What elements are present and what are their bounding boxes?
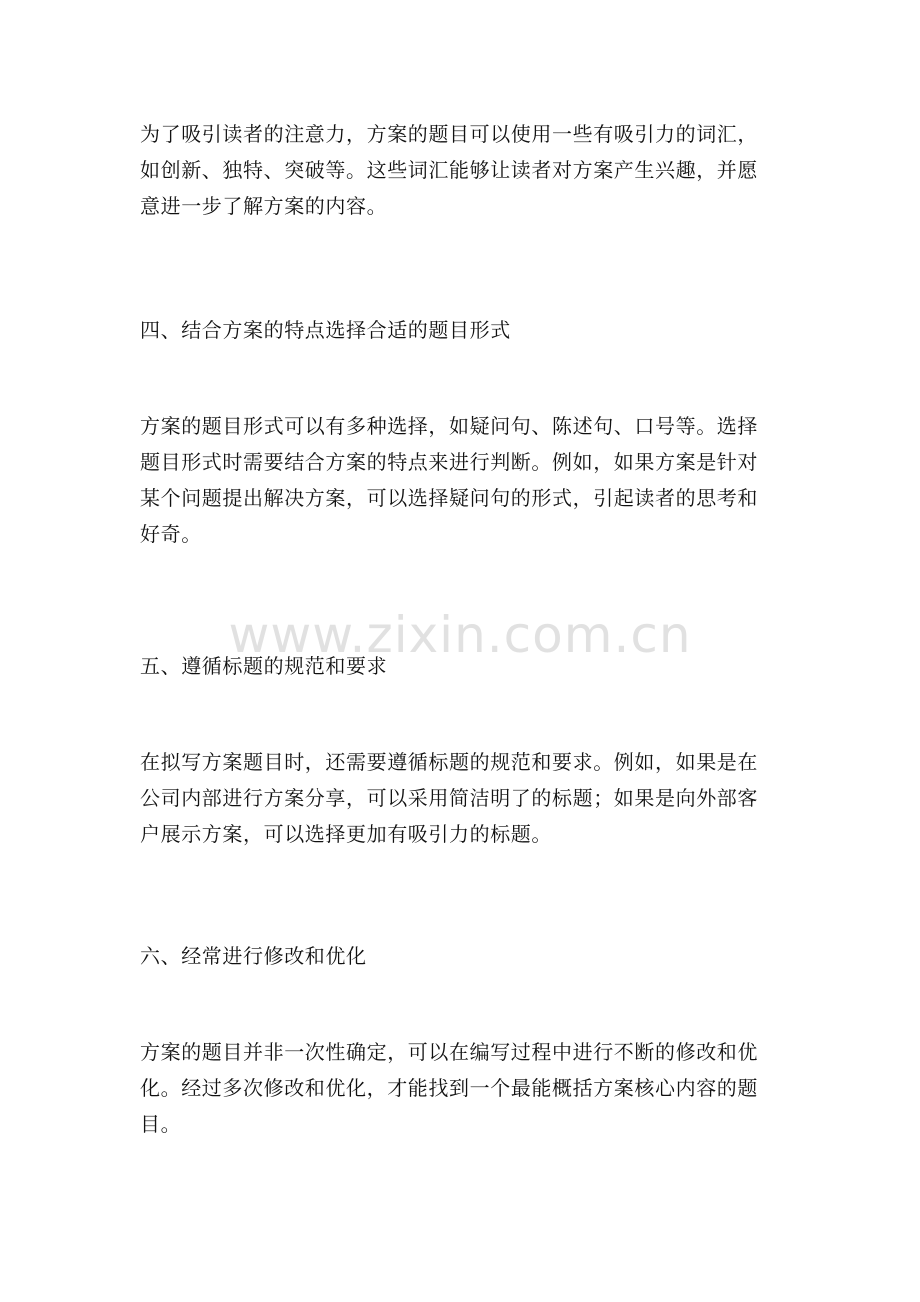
text-line: 方案的题目并非一次性确定，可以在编写过程中进行不断的修改和优: [140, 1040, 758, 1064]
text-line: 目。: [140, 1112, 182, 1136]
heading-text: 六、经常进行修改和优化: [140, 944, 367, 968]
text-line: 某个问题提出解决方案，可以选择疑问句的形式，引起读者的思考和: [140, 486, 758, 510]
heading-text: 四、结合方案的特点选择合适的题目形式: [140, 318, 511, 342]
text-line: 公司内部进行方案分享，可以采用简洁明了的标题；如果是向外部客: [140, 786, 758, 810]
watermark: www.zixin.com.cn: [228, 606, 692, 664]
paragraph-title-norms: [140, 744, 792, 852]
section-heading-5: [140, 648, 792, 684]
text-line: 户展示方案，可以选择更加有吸引力的标题。: [140, 822, 552, 846]
text-line: 为了吸引读者的注意力，方案的题目可以使用一些有吸引力的词汇，: [140, 122, 758, 146]
text-line: 方案的题目形式可以有多种选择，如疑问句、陈述句、口号等。选择: [140, 414, 758, 438]
text-line: 好奇。: [140, 522, 202, 546]
paragraph-revise-optimize: [140, 1034, 792, 1142]
text-line: 在拟写方案题目时，还需要遵循标题的规范和要求。例如，如果是在: [140, 750, 758, 774]
text-line: 意进一步了解方案的内容。: [140, 194, 388, 218]
text-line: 题目形式时需要结合方案的特点来进行判断。例如，如果方案是针对: [140, 450, 758, 474]
text-line: 如创新、独特、突破等。这些词汇能够让读者对方案产生兴趣，并愿: [140, 158, 758, 182]
heading-text: 五、遵循标题的规范和要求: [140, 654, 388, 678]
section-heading-4: [140, 312, 792, 348]
section-heading-6: [140, 938, 792, 974]
text-line: 化。经过多次修改和优化，才能找到一个最能概括方案核心内容的题: [140, 1076, 758, 1100]
paragraph-title-forms: [140, 408, 792, 552]
paragraph-attract-attention: [140, 116, 792, 224]
